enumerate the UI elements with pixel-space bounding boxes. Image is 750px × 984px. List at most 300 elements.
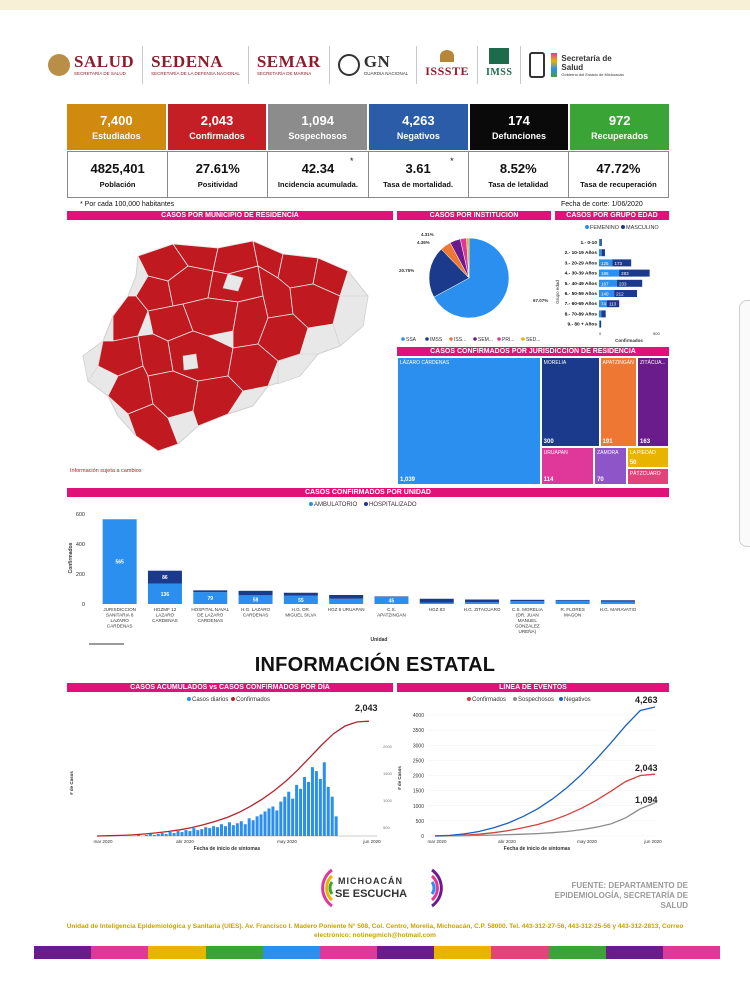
acc-daily-bar [307,782,310,836]
treemap-cell-value: 50 [629,460,637,467]
age-legend-label: FEMENINO [590,225,620,231]
unit-category: CARDENAS [242,612,269,618]
stat-label: Recuperados [591,131,649,141]
unit-category: C.S. MORELIA [511,607,543,612]
acc-daily-bar [279,802,282,836]
edad-bar-chart [555,222,669,344]
unit-category: LAZARO [110,618,129,623]
unit-bar-ambulatorio [601,602,635,604]
age-bar-fem [599,249,602,256]
unit-bar-ambulatorio [465,602,499,604]
age-data-label: 212 [616,291,624,297]
jurisdiccion-title: CASOS CONFIRMADOS POR JURISDICCIÓN DE RESIDENCIA [397,347,669,356]
ev-xtick: abr 2020 [498,839,516,844]
ev-ylabel: # de Casos [397,766,402,790]
unit-category: CARDENAS [152,618,178,623]
eagle-emblem-icon [48,54,70,76]
unit-bar-hospitalizado [510,600,544,601]
treemap-cell-value: 114 [543,476,554,483]
unit-ytick: 400 [75,542,85,548]
acc-daily-bar [267,808,270,836]
age-data-label: 283 [621,271,629,277]
age-xlabel: Confirmados [615,338,643,343]
rate-label: Incidencia acumulada. [277,179,358,189]
age-xtick: 500 [653,331,660,336]
acc-daily-bar [335,816,338,836]
acc-daily-bar [204,827,207,836]
unit-ytick: 600 [75,512,85,518]
acc-daily-bar [208,828,211,836]
rate-2 [268,152,368,197]
pie-legend-label: SEM... [478,337,494,343]
unit-bar-ambulatorio [556,601,590,604]
issste-logo: ISSSTE [417,46,478,84]
unit-category: CARDENAS [106,623,133,629]
acumulados-chart [67,693,393,853]
acc-daily-bar [236,823,239,836]
unidad-bar-chart [67,498,669,648]
brand-line-1: MICHOACÁN [338,876,403,886]
institucion-pie-chart [397,222,551,344]
acc-daily-bar [196,830,199,836]
edad-title: CASOS POR GRUPO EDAD [555,211,669,220]
unit-category: C.S. [386,607,396,612]
treemap-cell-name: APATZINGÁN [602,360,634,366]
acc-y2-tick: 2000 [383,744,392,749]
acc-daily-bar [145,835,148,836]
acc-daily-bar [184,830,187,836]
pie-legend-dot [425,337,429,341]
acc-legend-dot [231,697,235,701]
scroll-handle[interactable] [739,300,750,547]
stat-value: 4,263 [402,113,435,128]
stat-negativos [369,104,470,150]
stat-confirmados [168,104,269,150]
unit-category: SANITARIA 8 [105,612,134,618]
age-bar-fem [599,321,600,328]
unit-legend-dot [309,502,313,506]
ev-ytick: 1000 [412,803,424,810]
rate-label: Tasa de letalidad [488,179,549,189]
unit-data-label: 136 [160,591,170,598]
age-ylabel: Grupo edad [555,280,560,304]
ev-xtick: mar 2020 [427,839,447,844]
sound-waves-right-icon [422,864,462,912]
summary-stats-colored [67,104,669,150]
stat-sospechosos [268,104,369,150]
ev-ytick: 0 [421,834,424,840]
acc-legend-dot [187,697,191,701]
stat-value: 1,094 [301,113,334,128]
unit-category: HGZMF 12 [153,607,177,612]
imss-emblem-icon [489,48,509,64]
unit-category: HGZ 83 [428,607,445,612]
acc-xlabel: Fecha de inicio de síntomas [193,846,261,852]
acc-daily-bar [252,820,255,836]
top-band [0,0,750,10]
age-bar-masc [602,249,605,256]
unit-bar-hospitalizado [465,600,499,603]
ev-end-label: 4,263 [635,695,658,705]
unit-category: CARDENAS [197,618,224,623]
stat-value: 972 [608,113,631,128]
pie-legend-dot [521,337,525,341]
estatal-heading: INFORMACIÓN ESTATAL [254,654,496,676]
ev-end-label: 1,094 [635,795,658,805]
unit-category: H.G. ZITACUARO [463,607,501,612]
rate-footnote-mark: * [350,156,354,166]
acc-daily-bar [212,826,215,836]
unit-scrollbar [89,643,124,645]
treemap-cell-value: 70 [597,476,604,483]
unit-bar-hospitalizado [601,600,635,602]
municipio-title: CASOS POR MUNICIPIO DE RESIDENCIA [67,211,393,220]
age-category: 9.- 80 + Años [567,322,597,328]
unit-category: APATZINGAN [377,612,406,618]
pie-legend-label: ISS... [454,337,467,343]
unit-legend-label: AMBULATORIO [314,502,358,508]
sedena-logo: SEDENA SECRETARÍA DE LA DEFENSA NACIONAL [143,46,249,84]
rate-value: 8.52% [499,160,537,176]
treemap-cell-5 [594,447,627,485]
ev-line-confirmados [435,774,655,836]
unit-data-label: 45 [388,598,395,605]
stat-label: Negativos [396,131,440,141]
pie-legend-label: SED... [526,337,541,343]
acc-daily-bar [228,822,231,836]
ev-end-label: 2,043 [635,763,658,773]
unidad-title: CASOS CONFIRMADOS POR UNIDAD [67,488,669,497]
stat-label: Defunciones [492,131,547,141]
stat-label: Estudiados [92,131,141,141]
unit-bar-ambulatorio [329,599,363,604]
unit-category: JURISDICCION [103,607,136,612]
map-note: Información sujeta a cambios [70,468,142,474]
unit-category: MAGON [563,612,582,618]
pie-label: 67.07% [533,298,549,303]
treemap-cell-value: 163 [640,439,651,446]
treemap-cell-7 [627,468,669,485]
unit-ylabel: Confirmados [68,542,74,574]
rate-value: 4825,401 [90,160,145,176]
ev-xtick: jun 2020 [644,839,662,844]
logo-bar [40,44,710,86]
ev-ytick: 3500 [412,728,424,735]
unit-category: UREÑA) [518,629,537,634]
age-legend-dot [621,225,625,229]
pie-legend-dot [449,337,453,341]
stat-value: 7,400 [100,113,133,128]
pie-legend-dot [497,337,501,341]
salud-logo: SALUD SECRETARÍA DE SALUD [40,46,143,84]
pie-label: 4.36% [417,240,430,245]
treemap-cell-name: PÁTZCUARO [629,471,661,478]
acc-legend-label: Confirmados [236,697,271,703]
treemap-cell-2 [600,357,637,447]
acc-daily-bar [331,797,334,836]
age-category: 1.- 0-10 [580,241,597,246]
unit-category: DE LAZARO [197,612,224,618]
acc-xtick: mar 2020 [93,839,113,844]
treemap-cell-name: LÁZARO CÁRDENAS [400,360,450,366]
acc-daily-bar [291,799,294,836]
pie-legend-dot [401,337,405,341]
age-legend-label: MASCULINO [626,225,659,231]
acc-daily-bar [192,828,195,836]
pie-label: 20.75% [399,268,415,273]
rate-label: Tasa de mortalidad. [383,179,454,189]
per-100k-note: * Por cada 100,000 habitantes [80,201,175,208]
treemap-cell-name: URUAPAN [543,450,568,457]
age-bar-masc [600,239,602,246]
unit-legend-label: HOSPITALIZADO [369,502,417,508]
unit-bar-hospitalizado [329,595,363,599]
acc-daily-bar [303,777,306,836]
ev-ytick: 500 [415,818,424,825]
acc-daily-bar [244,824,247,836]
unit-bar-hospitalizado [374,597,408,598]
unit-category: LAZARO [155,612,175,618]
acc-daily-bar [323,762,326,836]
acc-daily-bar [256,816,259,836]
stat-value: 174 [508,113,530,128]
acc-daily-bar [220,824,223,836]
ev-xtick: may 2020 [577,839,597,844]
rate-3 [369,152,469,197]
stat-recuperados [570,104,669,150]
eventos-title: LÍNEA DE EVENTOS [397,683,669,692]
unit-category: H.G. LAZARO [240,607,271,612]
acc-daily-bar [173,833,176,836]
unit-bar-hospitalizado [420,599,454,603]
issste-emblem-icon [440,50,454,62]
treemap-cell-0 [397,357,541,485]
acc-daily-bar [311,767,314,836]
acc-daily-bar [169,832,172,836]
age-data-label: 140 [601,291,609,297]
acc-end-label: 2,043 [355,703,378,713]
eventos-chart [397,693,669,853]
acc-legend-label: Casos diarios [192,697,229,703]
unit-category: HGZ 8 URUAPAN [327,607,365,612]
acc-daily-bar [177,831,180,836]
acc-daily-bar [248,818,251,836]
unit-category: H.G. DR. [291,607,311,612]
jurisdiccion-treemap [397,357,669,485]
acc-daily-bar [149,834,152,836]
acc-y2-tick: 1500 [383,771,392,776]
unit-category: HOSPITAL NAVAL [191,607,230,612]
state-shield-icon [529,52,545,78]
age-category: 3.- 20-29 Años [564,261,597,267]
age-data-label: 74 [601,301,607,307]
acc-xtick: may 2020 [277,839,297,844]
rate-value: 27.61% [195,160,240,176]
brand-line-2: SE ESCUCHA [335,888,408,900]
unit-bar-hospitalizado [556,600,590,601]
pie-label: 4.31% [421,232,434,237]
acc-daily-bar [271,807,274,837]
unit-category: (DR. JUAN [515,612,539,618]
gn-logo: GN GUARDIA NACIONAL [330,46,418,84]
gn-shield-icon [338,54,360,76]
summary-stats-rates [67,151,669,198]
ev-legend-label: Sospechosos [518,697,555,703]
acc-daily-bar [260,814,263,836]
treemap-cell-3 [637,357,669,447]
k-mark-icon [551,53,557,77]
age-bar-fem [599,239,600,246]
treemap-cell-6 [627,447,669,468]
treemap-cell-name: LA PIEDAD [629,450,656,457]
institucion-title: CASOS POR INSTITUCIÓN [397,211,551,220]
treemap-cell-1 [541,357,600,447]
rate-4 [469,152,569,197]
source-note: FUENTE: DEPARTAMENTO DE EPIDEMIOLOGÍA, SECRETARÍA DE SALUD [554,881,688,910]
michoacan-escucha-logo [302,864,462,912]
michoacan-map [78,236,378,468]
age-data-label: 125 [601,260,609,266]
semar-logo: SEMAR SECRETARÍA DE MARINA [249,46,330,84]
treemap-cell-name: ZITÁCUA... [640,360,666,366]
rate-footnote-mark: * [450,156,454,166]
rate-value: 42.34 [301,160,335,176]
unit-data-label: 55 [298,597,304,604]
age-bar-masc [600,321,601,328]
unit-category: R. FLORES [560,607,585,612]
acc-daily-bar [200,829,203,836]
acc-daily-bar [153,835,156,836]
age-category: 7.- 60-69 Años [564,302,597,308]
rate-0 [68,152,168,197]
unit-data-label: 86 [162,575,168,582]
unit-data-label: 565 [115,559,124,566]
rate-value: 47.72% [596,160,641,176]
age-bar-fem [599,310,601,317]
age-bar-masc [601,310,605,317]
unit-category: GONZALEZ [514,623,540,629]
unit-xlabel: Unidad [370,637,388,643]
acc-daily-bar [188,831,191,836]
unit-data-label: 58 [252,597,259,604]
acc-y2-tick: 1000 [383,798,392,803]
age-xtick: 0 [599,331,602,336]
stat-label: Confirmados [189,131,245,141]
cutoff-date: Fecha de corte: 1/06/2020 [561,201,643,208]
ev-ytick: 2000 [412,773,424,780]
unit-bar-hospitalizado [239,591,273,596]
treemap-cell-name: MORELIA [543,360,567,366]
ev-legend-dot [559,697,563,701]
ev-legend-dot [513,697,517,701]
acc-xtick: jun 2020 [363,839,381,844]
acc-daily-bar [287,792,290,836]
acc-daily-bar [161,833,164,836]
acc-daily-bar [232,825,235,836]
treemap-cell-name: ZAMORA [597,450,619,457]
treemap-cell-value: 191 [602,439,613,446]
acumulados-title: CASOS ACUMULADOS vs CASOS CONFIRMADOS POR DÍA [67,683,393,692]
acc-daily-bar [283,797,286,836]
ev-line-negativos [435,707,655,836]
rate-1 [168,152,268,197]
acc-daily-bar [327,787,330,836]
rate-5 [569,152,668,197]
age-data-label: 233 [619,281,627,287]
unit-data-label: 79 [207,596,214,603]
unit-category: MANUEL [517,618,537,623]
acc-daily-bar [165,834,168,836]
age-category: 5.- 40-49 Años [564,281,597,287]
treemap-cell-value: 1,039 [400,477,416,483]
acc-daily-bar [157,834,160,836]
age-category: 6.- 50-59 Años [564,292,597,297]
acc-daily-bar [275,810,278,836]
age-data-label: 113 [608,301,617,307]
rate-value: 3.61 [405,160,431,176]
acc-daily-bar [319,779,322,836]
decorative-strip [34,946,720,959]
ev-legend-label: Negativos [564,697,591,703]
age-data-label: 167 [601,281,609,287]
stat-defunciones [470,104,571,150]
unit-ytick: 0 [81,602,85,608]
unit-bar-ambulatorio [420,603,454,605]
stat-label: Sospechosos [288,131,347,141]
ev-legend-dot [467,697,471,701]
ev-ytick: 2500 [412,758,424,765]
acc-xtick: abr 2020 [176,839,194,844]
ev-ytick: 1500 [412,788,424,795]
pie-legend-label: SSA [406,337,417,343]
age-data-label: 186 [601,271,609,277]
unit-ytick: 200 [75,572,85,578]
pie-legend-label: IMSS [430,337,443,343]
unit-legend-dot [364,502,368,506]
unit-category: MIGUEL SILVA [285,612,317,618]
acc-daily-bar [315,771,318,836]
age-data-label: 173 [614,260,623,266]
ev-legend-label: Confirmados [472,697,507,703]
rate-label: Tasa de recuperación [580,179,657,189]
address-note: Unidad de Inteligencia Epidemiológica y Sanitaria (UIES). Av. Francisco I. Madero Poniente N° 508, Col. Centro, Morelia, Michoacán, C.P. 58000. Tel. 443-312-27-56, 443-312-25-56 y 443-312-2813, Correo electrónico: notinegmich@hotmail.com [66,923,684,939]
stat-estudiados [67,104,168,150]
treemap-cell-value: 300 [543,439,554,446]
acc-daily-bar [240,821,243,836]
age-category: 4.- 30-39 Años [564,271,597,277]
michoacan-salud-logo: Secretaría de Salud Gobierno del Estado de Michoacán [521,46,631,84]
acc-daily-bar [224,826,227,836]
unit-bar-hospitalizado [193,590,227,592]
pie-legend-dot [473,337,477,341]
age-category: 8.- 70-89 Años [564,312,597,318]
imss-logo: IMSS [478,46,521,84]
acc-daily-bar [216,827,219,836]
unit-category: H.G. MARAVATIO [599,607,637,612]
acc-daily-bar [299,789,302,836]
age-category: 2.- 10-19 Años [564,251,597,257]
acc-daily-bar [295,785,298,836]
age-legend-dot [585,225,589,229]
unit-bar-ambulatorio [510,601,544,604]
stat-value: 2,043 [200,113,234,128]
ev-line-sospechosos [435,803,655,836]
acc-ylabel: # de Casos [69,771,74,795]
acc-daily-bar [180,832,183,836]
rate-label: Positividad [197,179,238,189]
ev-xlabel: Fecha de inicio de síntomas [503,846,571,852]
acc-y2-tick: 500 [383,825,390,830]
